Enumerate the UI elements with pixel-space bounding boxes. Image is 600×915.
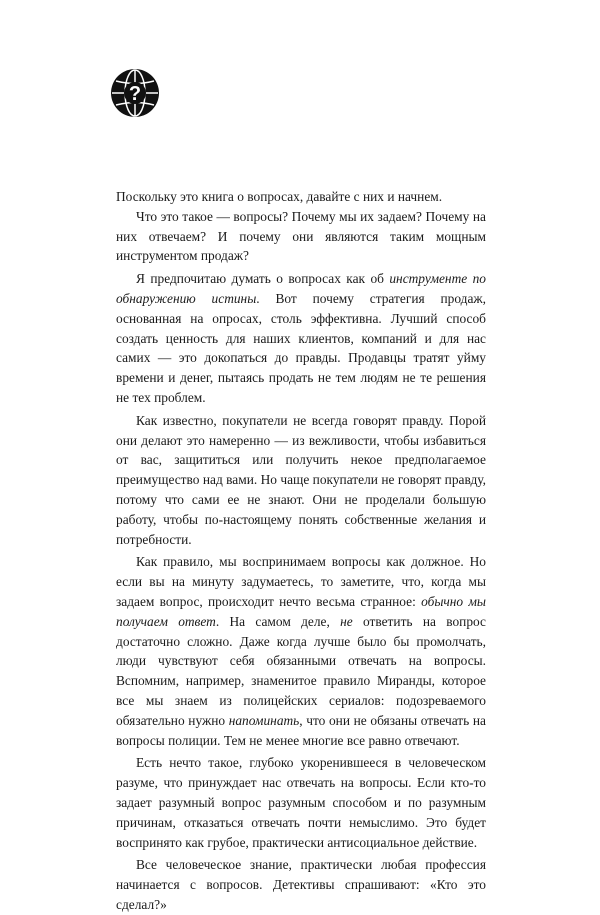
paragraph: Я предпочитаю думать о вопросах как об инструменте по обнаружению истины. Вот почему стратегия продаж, основанная на опросах, столь эффективна. Лучший способ создать ценность для наших клиентов, компаний и для нас самих — это докопаться до правды. Продавцы тратят уйму времени и денег, пытаясь продать не тем людям не те решения не тех проблем. [116,271,486,405]
italic-emphasis: инструменте по обнаружению истины [116,271,486,306]
svg-text:?: ? [128,83,142,105]
italic-emphasis: обычно мы получаем ответ [116,593,486,629]
italic-emphasis: не [340,613,353,629]
paragraph: Поскольку это книга о вопросах, давайте с них и начнем. [116,189,443,204]
paragraph: Есть нечто такое, глубоко укоренившееся в человеческом разуме, что принуждает нас отвечать на вопросы. Если кто-то задает разумный вопрос разумным способом и по разумным причинам, отказаться отвечать почти немыслимо. Это будет воспринято как грубое, практически антисоциальное действие. [116,755,486,850]
paragraph: Все человеческое знание, практически любая профессия начинается с вопросов. Детективы спрашивают: «Кто это сделал?» [116,857,486,912]
paragraph: Что это такое — вопросы? Почему мы их задаем? Почему на них отвечаем? И почему они являются таким мощным инструментом продаж? [116,208,486,264]
book-page-text [116,187,486,915]
globe-question-logo [110,68,160,118]
paragraph: Как известно, покупатели не всегда говорят правду. Порой они делают это намеренно — из вежливости, чтобы избавиться от вас, защититься или получить некое предполагаемое преимущество над вами. Но чаще покупатели не говорят правду, потому что сами ее не знают. Они не проделали большую работу, чтобы по-настоящему понять собственные желания и потребности. [116,412,486,547]
italic-emphasis: напоминать [228,712,300,728]
globe-question-icon [110,68,160,118]
paragraph: Как правило, мы воспринимаем вопросы как должное. Но если вы на минуту задумаетесь, то заметите, что, когда мы задаем вопрос, происходит нечто весьма странное: обычно мы получаем ответ. На самом деле, не ответить на вопрос достаточно сложно. Даже когда лучше было бы промолчать, люди чувствуют себя обязанными отвечать на вопросы. Вспомним, например, знаменитое правило Миранды, которое все мы знаем из полицейских сериалов: подозреваемого обязательно нужно напоминать, что они не обязаны отвечать на вопросы полиции. Тем не менее многие все равно отвечают. [116,554,486,748]
